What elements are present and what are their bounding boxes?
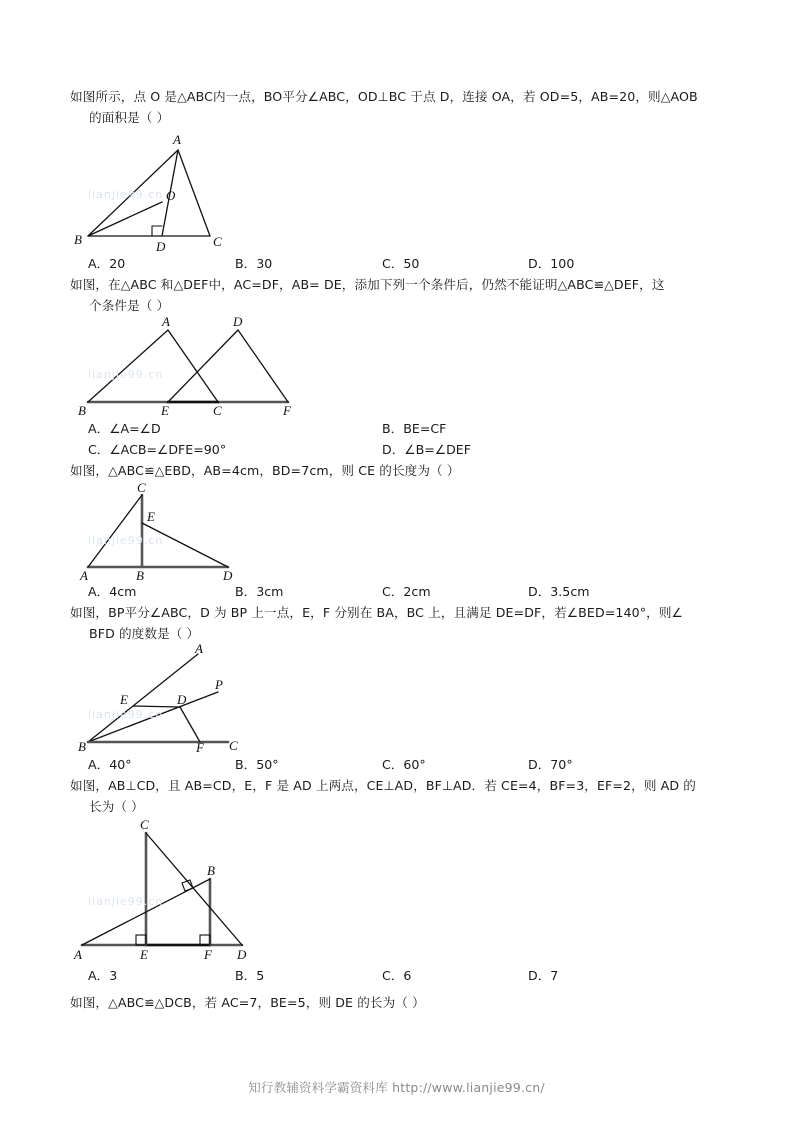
- question-9-options: [70, 754, 730, 775]
- option-6-a[interactable]: A．20: [88, 256, 126, 271]
- label-F: F: [196, 740, 204, 754]
- question-6-options: [70, 253, 730, 274]
- question-10-line-1: 如图，AB⊥CD，且 AB=CD，E，F 是 AD 上两点，CE⊥AD，BF⊥AD．若 CE=4，BF=3，EF=2，则 AD 的: [70, 778, 696, 793]
- label-B: B: [78, 739, 86, 754]
- question-7: [70, 274, 730, 316]
- figure-7-svg: [70, 316, 730, 418]
- label-C: C: [140, 817, 149, 832]
- label-D: D: [237, 947, 247, 962]
- question-10-options: [70, 965, 730, 986]
- label-O: O: [166, 188, 176, 203]
- figure-watermark: lianjie99.cn: [88, 708, 164, 721]
- figure-watermark: lianjie99.cn: [88, 895, 164, 908]
- option-8-c[interactable]: C．2cm: [382, 584, 431, 599]
- label-D: D: [233, 316, 243, 329]
- label-A: A: [74, 947, 82, 962]
- label-B: B: [207, 863, 215, 878]
- option-10-a[interactable]: A．3: [88, 968, 118, 983]
- question-7-options-row-1: [70, 418, 730, 439]
- figure-8-svg: [70, 481, 730, 581]
- option-8-b[interactable]: B．3cm: [235, 584, 284, 599]
- question-11-line-1: 如图，△ABC≌△DCB，若 AC=7，BE=5，则 DE 的长为（ ）: [70, 995, 425, 1010]
- option-6-d[interactable]: D．100: [528, 256, 575, 271]
- label-A: A: [195, 644, 203, 656]
- option-7-b[interactable]: B．BE=CF: [382, 421, 447, 436]
- label-D: D: [223, 568, 233, 581]
- question-8-line-1: 如图，△ABC≌△EBD，AB=4cm，BD=7cm，则 CE 的长度为（ ）: [70, 463, 460, 478]
- question-11: [70, 992, 730, 1013]
- page-footer: 知行教辅资料学霸资料库 http://www.lianjie99.cn/: [248, 1080, 545, 1095]
- label-F: F: [204, 947, 212, 962]
- question-9-line-2: BFD 的度数是（ ）: [89, 626, 200, 641]
- label-D: D: [177, 692, 187, 707]
- option-10-d[interactable]: D．7: [528, 968, 559, 983]
- label-E: E: [147, 509, 155, 524]
- option-6-c[interactable]: C．50: [382, 256, 420, 271]
- option-9-c[interactable]: C．60°: [382, 757, 426, 772]
- option-9-b[interactable]: B．50°: [235, 757, 279, 772]
- option-10-b[interactable]: B．5: [235, 968, 265, 983]
- question-8: [70, 460, 730, 481]
- question-7-line-1: 如图，在△ABC 和△DEF中，AC=DF，AB= DE，添加下列一个条件后，仍然不能证明△ABC≌△DEF，这: [70, 277, 665, 292]
- question-9-figure: [70, 644, 730, 754]
- question-7-figure: [70, 316, 730, 418]
- label-P: P: [215, 677, 223, 692]
- figure-watermark: lianjie99.cn: [88, 188, 164, 201]
- figure-10-svg: [70, 817, 730, 965]
- question-6: [70, 86, 730, 128]
- label-A: A: [173, 132, 181, 147]
- label-C: C: [229, 738, 238, 753]
- label-C: C: [213, 403, 222, 418]
- question-10-line-2: 长为（ ）: [89, 799, 144, 814]
- label-E: E: [120, 692, 128, 707]
- figure-6-svg: [70, 128, 730, 253]
- label-B: B: [136, 568, 144, 581]
- question-7-options-row-2: [70, 439, 730, 460]
- question-10: [70, 775, 730, 817]
- option-7-d[interactable]: D．∠B=∠DEF: [382, 442, 471, 457]
- option-7-a[interactable]: A．∠A=∠D: [88, 421, 161, 436]
- question-6-line-2: 的面积是（ ）: [89, 110, 170, 125]
- label-A: A: [162, 316, 170, 329]
- option-10-c[interactable]: C．6: [382, 968, 412, 983]
- question-10-figure: [70, 817, 730, 965]
- label-E: E: [140, 947, 148, 962]
- figure-watermark: lianjie99.cn: [88, 368, 164, 381]
- option-7-c[interactable]: C．∠ACB=∠DFE=90°: [88, 442, 227, 457]
- option-9-d[interactable]: D．70°: [528, 757, 573, 772]
- label-C: C: [213, 234, 222, 249]
- option-6-b[interactable]: B．30: [235, 256, 273, 271]
- question-8-figure: [70, 481, 730, 581]
- option-9-a[interactable]: A．40°: [88, 757, 132, 772]
- question-8-options: [70, 581, 730, 602]
- label-A: A: [80, 568, 88, 581]
- option-8-a[interactable]: A．4cm: [88, 584, 137, 599]
- figure-watermark: lianjie99.cn: [88, 534, 164, 547]
- question-9-line-1: 如图，BP平分∠ABC，D 为 BP 上一点，E，F 分别在 BA，BC 上，且满足 DE=DF，若∠BED=140°，则∠: [70, 605, 683, 620]
- label-D: D: [156, 239, 166, 253]
- question-9: [70, 602, 730, 644]
- label-B: B: [78, 403, 86, 418]
- option-8-d[interactable]: D．3.5cm: [528, 584, 590, 599]
- label-C: C: [137, 481, 146, 495]
- question-7-line-2: 个条件是（ ）: [89, 298, 170, 313]
- label-B: B: [74, 232, 82, 247]
- question-6-line-1: 如图所示，点 O 是△ABC内一点，BO平分∠ABC，OD⊥BC 于点 D，连接 OA，若 OD=5，AB=20，则△AOB: [70, 89, 698, 104]
- label-E: E: [161, 403, 169, 418]
- questions-container: [70, 86, 730, 1013]
- question-6-figure: [70, 128, 730, 253]
- label-F: F: [283, 403, 291, 418]
- figure-9-svg: [70, 644, 730, 754]
